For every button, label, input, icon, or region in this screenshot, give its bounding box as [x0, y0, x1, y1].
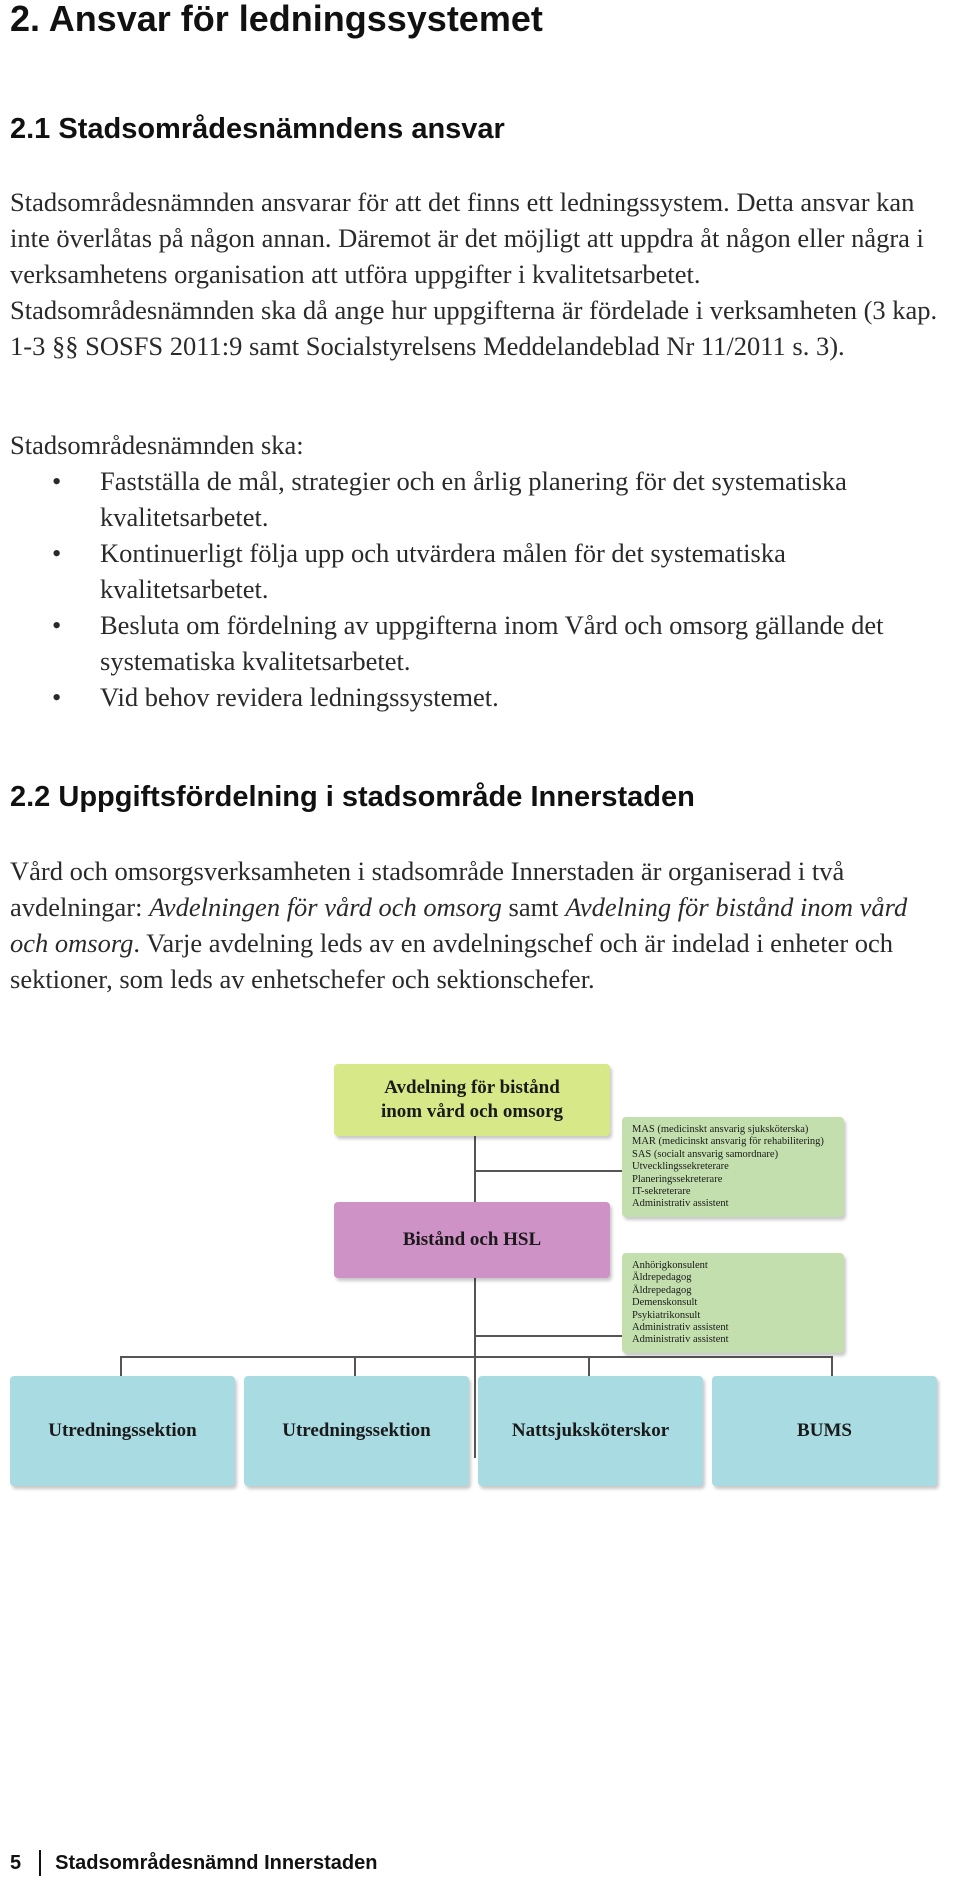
connector-line	[120, 1356, 122, 1376]
connector-line	[474, 1170, 622, 1172]
footer-organisation: Stadsområdesnämnd Innerstaden	[55, 1851, 378, 1874]
connector-line	[120, 1356, 833, 1358]
connector-line	[588, 1356, 590, 1376]
section-box: Nattsjuksköterskor	[478, 1376, 703, 1486]
staff-box-2	[622, 1253, 844, 1353]
duties-list	[10, 463, 945, 715]
connector-line	[354, 1356, 356, 1376]
connector-line	[474, 1335, 622, 1337]
staff-box-1	[622, 1117, 844, 1217]
staff-list-1: MAS (medicinskt ansvarig sjuksköterska) MAR (medicinskt ansvarig för rehabilitering) SAS (socialt ansvarig samordnare) Utvecklingssekreterare Planeringssekreterare IT-sekreterare Administrativ assistent	[632, 1124, 824, 1210]
section-2-paragraph: Vård och omsorgsverksamheten i stadsområde Innerstaden är organiserad i två avdelningar: Avdelningen för vård och omsorg samt Avdelning för bistånd inom vård och omsorg. Varje avdelning leds av en avdelningschef och är indelad i enheter och sektioner, som leds av enhetschefer och sektionschefer.	[10, 856, 908, 994]
bullet-icon: •	[52, 538, 62, 568]
section-box: BUMS	[712, 1376, 937, 1486]
list-intro: Stadsområdesnämnden ska:	[10, 430, 304, 460]
bullet-icon: •	[52, 682, 62, 712]
section-heading-2-1: 2.1 Stadsområdesnämndens ansvar	[10, 113, 505, 145]
section-heading-2-2: 2.2 Uppgiftsfördelning i stadsområde Innerstaden	[10, 781, 695, 813]
list-item: • Fastställa de mål, strategier och en årlig planering för det systematiska kvalitetsarbetet.	[10, 463, 945, 535]
section-box: Utredningssektion	[10, 1376, 235, 1486]
section-box: Utredningssektion	[244, 1376, 469, 1486]
staff-list-2: Anhörigkonsulent Äldrepedagog Äldrepedagog Demenskonsult Psykiatrikonsult Administrativ assistent Administrativ assistent	[632, 1260, 729, 1346]
department-box: Avdelning för bistånd inom vård och omsorg	[334, 1064, 610, 1136]
unit-box-bistand-hsl: Bistånd och HSL	[334, 1202, 610, 1278]
main-heading: 2. Ansvar för ledningssystemet	[10, 0, 543, 39]
list-item: • Besluta om fördelning av uppgifterna inom Vård och omsorg gällande det systematiska kvalitetsarbetet.	[10, 607, 945, 679]
org-chart	[0, 1050, 960, 1500]
bullet-icon: •	[52, 610, 62, 640]
footer-divider	[39, 1850, 41, 1876]
department-name-2: Avdelning för bistånd inom vård och omsorg	[10, 892, 908, 958]
list-item: • Vid behov revidera ledningssystemet.	[10, 679, 945, 715]
connector-line	[474, 1102, 476, 1458]
connector-line	[831, 1356, 833, 1376]
section-1-paragraph: Stadsområdesnämnden ansvarar för att det finns ett ledningssystem. Detta ansvar kan inte överlåtas på någon annan. Däremot är det möjligt att uppdra åt någon eller några i verksamhetens organisation att utföra uppgifter i kvalitetsarbetet. Stadsområdesnämnden ska då ange hur uppgifterna är fördelade i verksamheten (3 kap. 1-3 §§ SOSFS 2011:9 samt Socialstyrelsens Meddelandeblad Nr 11/2011 s. 3).	[10, 187, 938, 361]
list-item: • Kontinuerligt följa upp och utvärdera målen för det systematiska kvalitetsarbetet.	[10, 535, 945, 607]
page-number: 5	[10, 1851, 22, 1874]
department-name-1: Avdelningen för vård och omsorg	[149, 892, 502, 922]
page-footer	[10, 1850, 377, 1876]
bullet-icon: •	[52, 466, 62, 496]
